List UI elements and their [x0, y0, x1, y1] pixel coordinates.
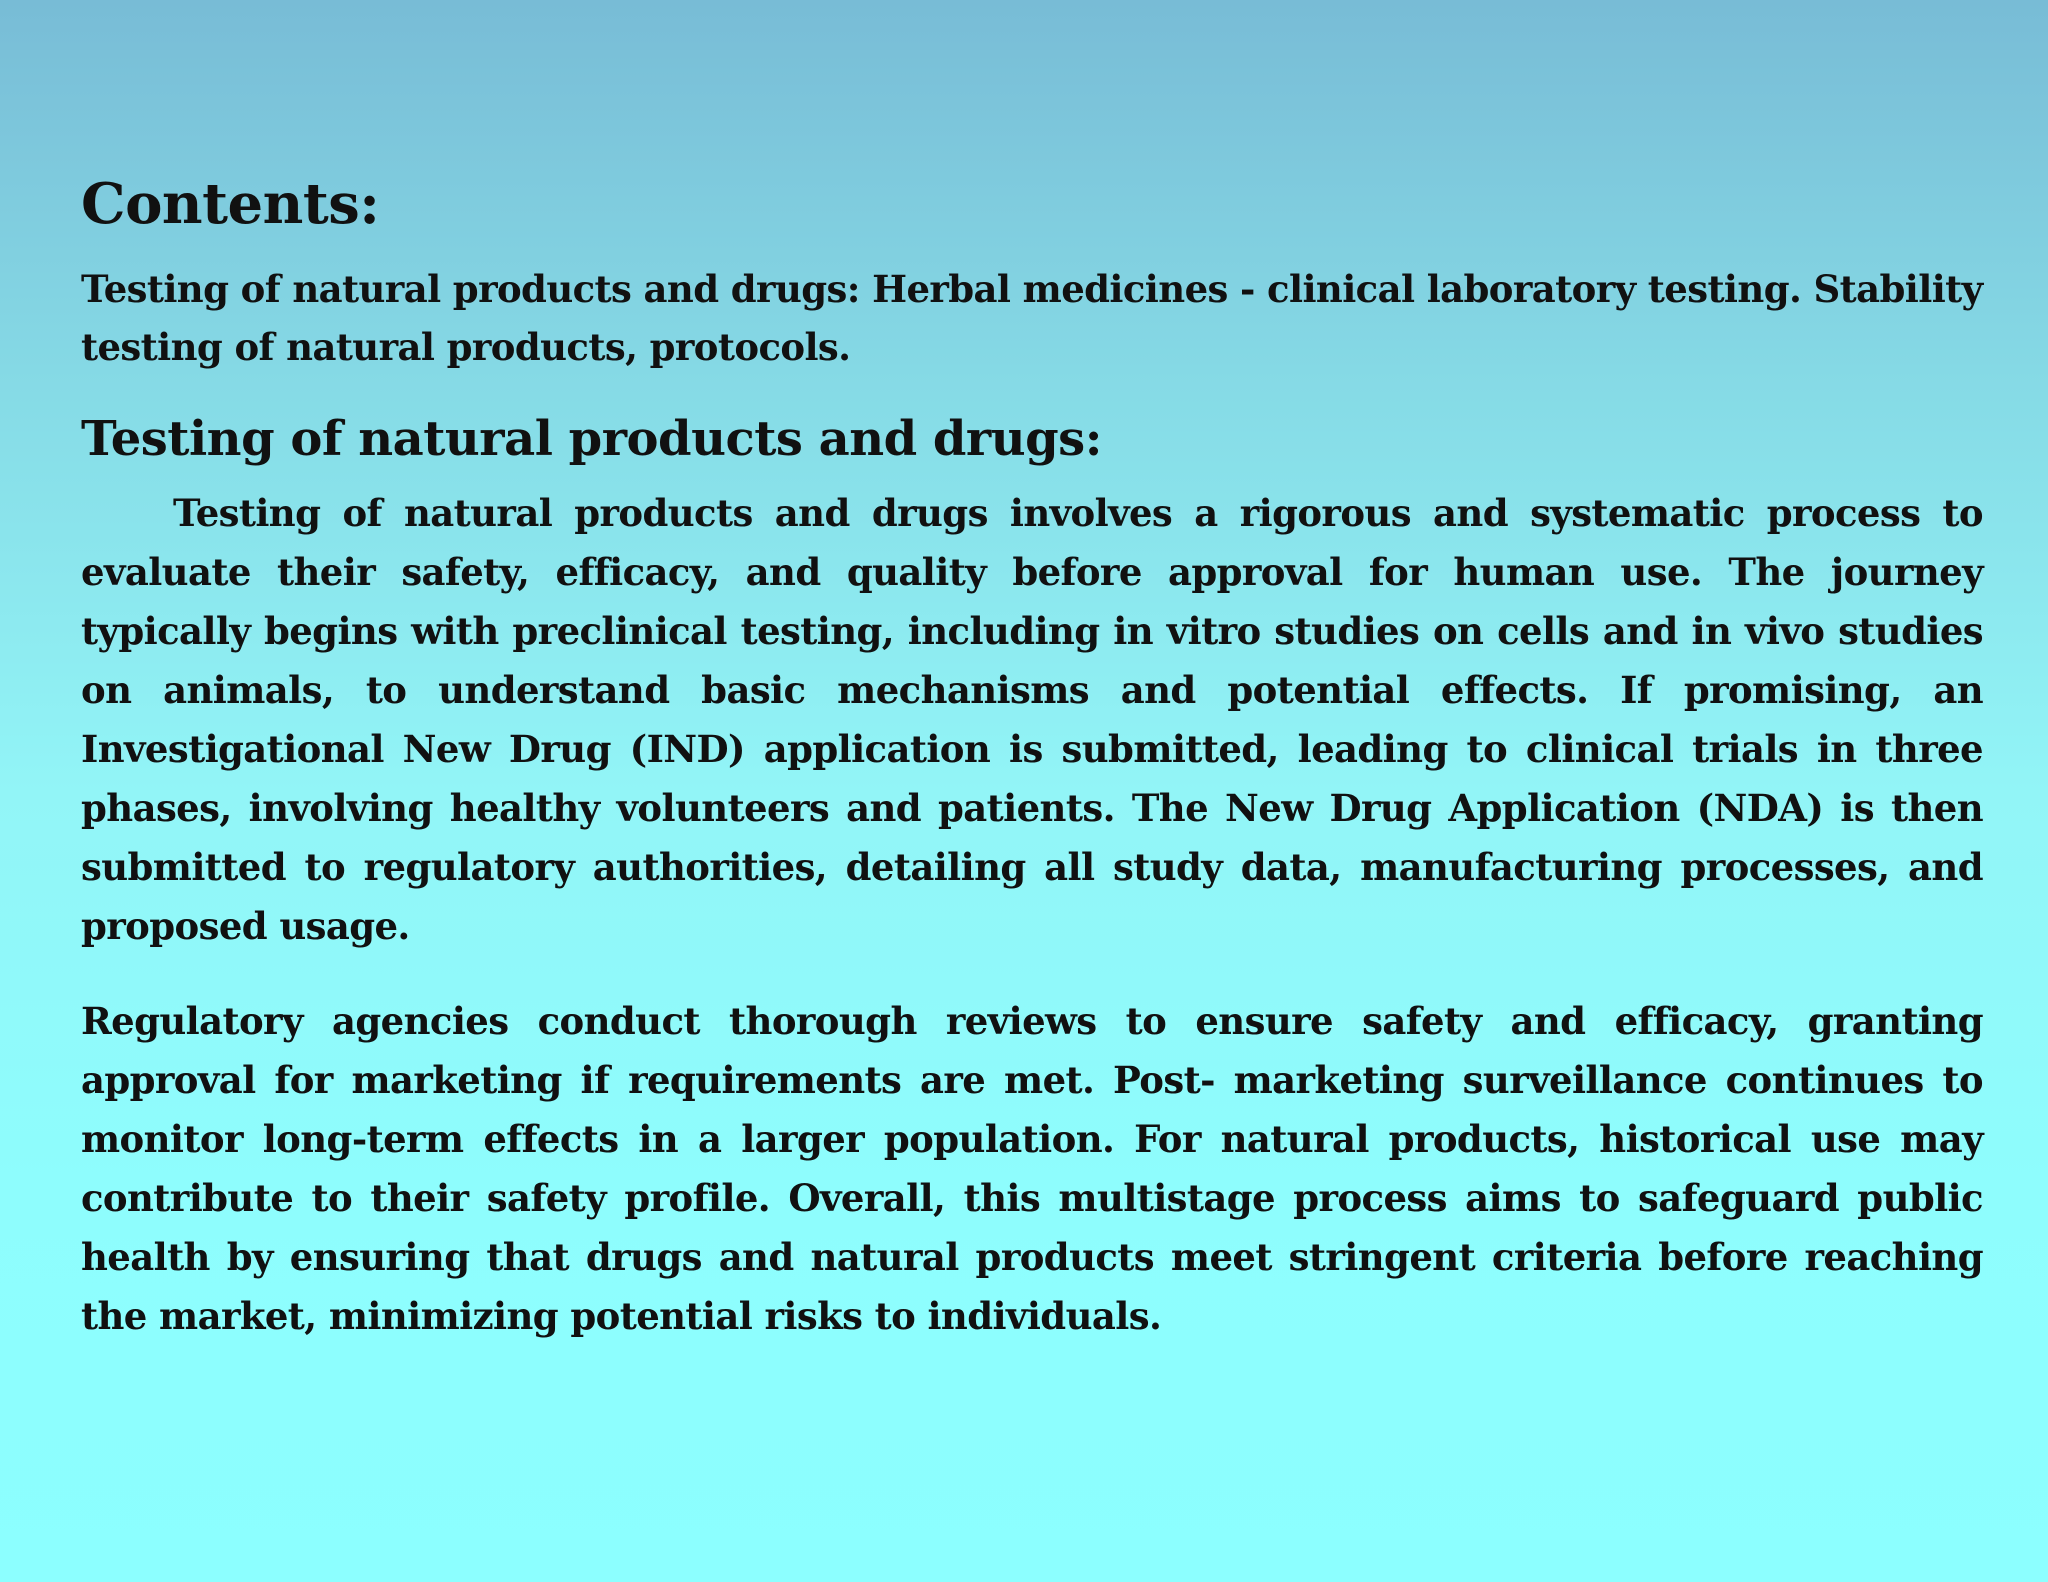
- body-paragraph-1: Testing of natural products and drugs involves a rigorous and systematic process to evaluate their safety, efficacy, and quality before approval for human use. The journey typically begins with preclinical testing, including in vitro studies on cells and in vivo studies on animals, to understand basic mechanisms and potential effects. If promising, an Investigational New Drug (IND) application is submitted, leading to clinical trials in three phases, involving healthy volunteers and patients. The New Drug Application (NDA) is then submitted to regulatory authorities, detailing all study data, manufacturing processes, and proposed usage.: [81, 490, 1983, 948]
- body-paragraph-2: Regulatory agencies conduct thorough reviews to ensure safety and efficacy, granting approval for marketing if requirements are met. Post- marketing surveillance continues to monitor long-term effects in a larger population. For natural products, historical use may contribute to their safety profile. Overall, this multistage process aims to safeguard public health by ensuring that drugs and natural products meet stringent criteria before reaching the market, minimizing potential risks to individuals.: [81, 998, 1983, 1338]
- section-heading: Testing of natural products and drugs:: [81, 411, 1102, 468]
- contents-heading: Contents:: [81, 171, 380, 237]
- contents-text: Testing of natural products and drugs: Herbal medicines - clinical laboratory testing. Stability testing of natural products, protocols.: [81, 267, 1983, 370]
